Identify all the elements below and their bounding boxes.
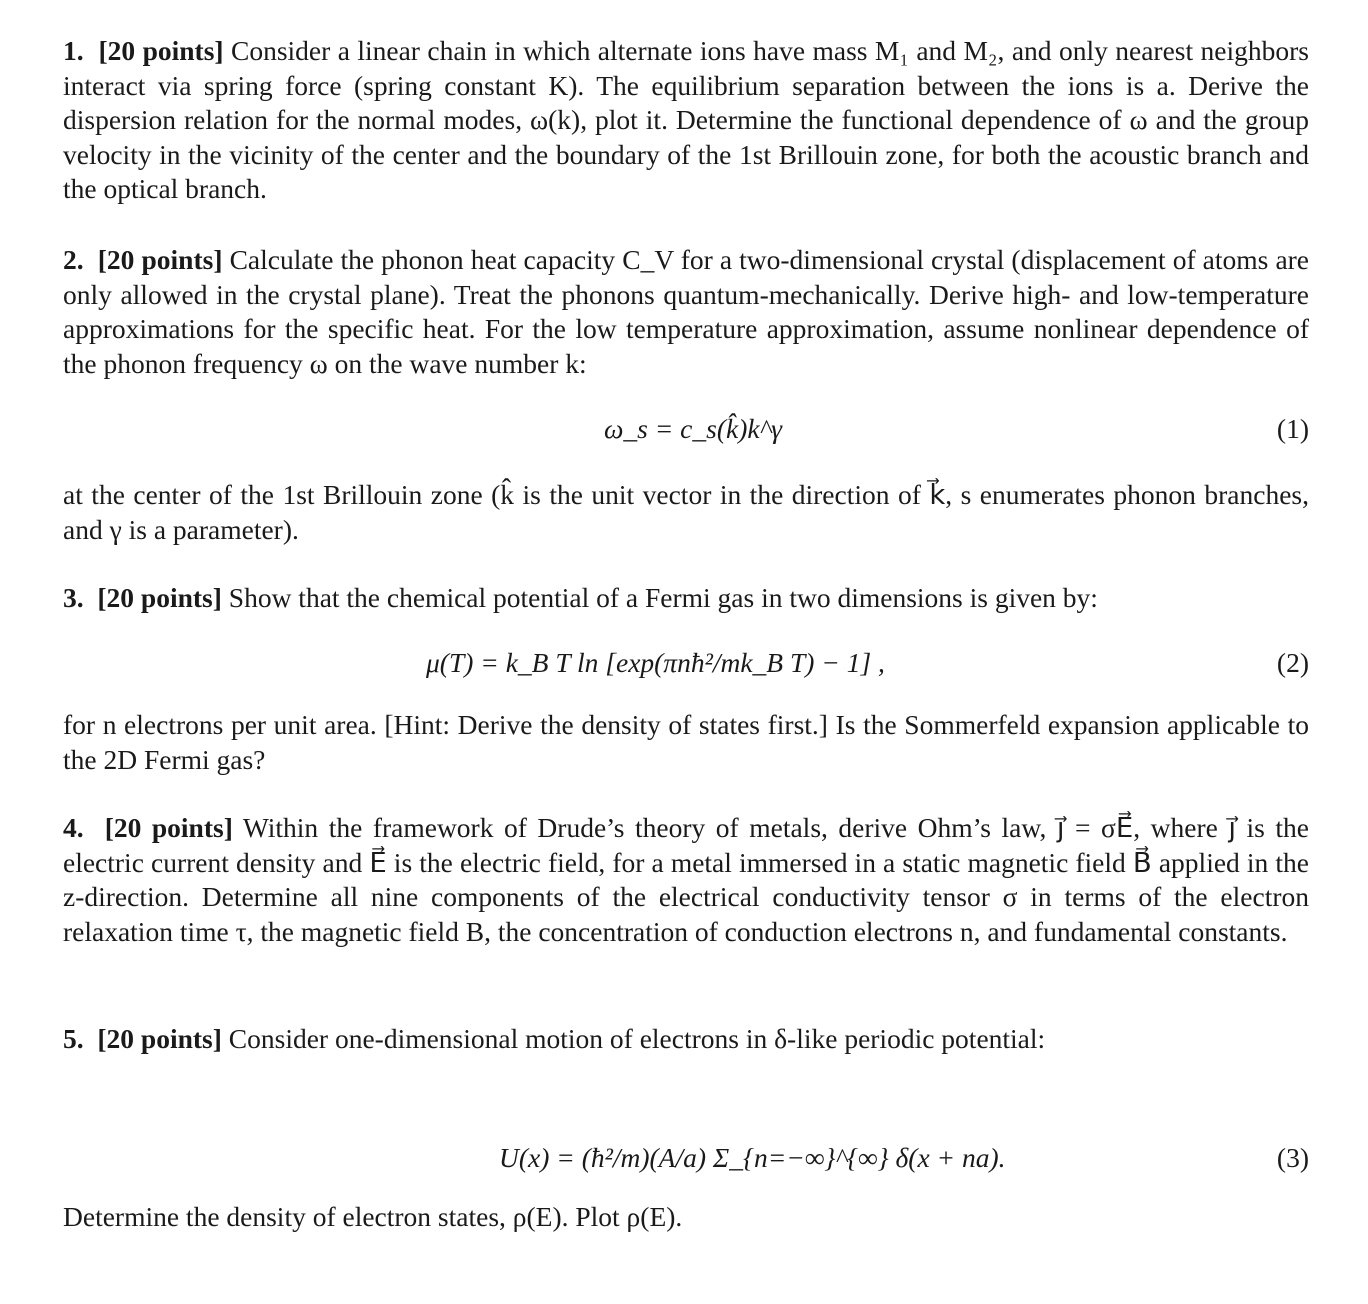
problem-3-number: 3. [63, 582, 84, 613]
problem-3 [63, 581, 1309, 616]
equation-3-tag: (3) [1276, 1142, 1309, 1173]
equation-1-tag: (1) [1276, 413, 1309, 444]
equation-2-tag: (2) [1276, 647, 1309, 678]
problem-5-body: Consider one-dimensional motion of electrons in δ-like periodic potential: [228, 1023, 1046, 1054]
problem-4-body: Within the framework of Drude’s theory of metals, derive Ohm’s law, j⃗ = σE⃗, where j⃗ is the electric current density and E⃗ is the electric field, for a metal immersed in a static magnetic field B⃗ applied in the z-direction. Determine all nine components of the electrical conductivity tensor σ in terms of the electron relaxation time τ, the magnetic field B, the concentration of conduction electrons n, and fundamental constants. [63, 812, 1309, 947]
problem-4-points: [20 points] [104, 812, 233, 843]
problem-1-points: [20 points] [98, 35, 224, 66]
problem-2-text [63, 243, 1309, 381]
problem-2 [63, 243, 1309, 381]
equation-3-body: U(x) = (ħ²/m)(A/a) Σ_{n=−∞}^{∞} δ(x + na). [499, 1142, 1006, 1173]
equation-1 [63, 412, 1309, 446]
problem-2-points: [20 points] [97, 244, 223, 275]
problem-1 [63, 34, 1309, 207]
problem-2-body: Calculate the phonon heat capacity C_V for a two-dimensional crystal (displacement of atoms are only allowed in the crystal plane). Treat the phonons quantum-mechanically. Derive high- and low-temperature approximations for the specific heat. For the low temperature approximation, assume nonlinear dependence of the phonon frequency ω on the wave number k: [63, 244, 1310, 379]
problem-3-continuation [63, 708, 1309, 777]
equation-2-body: μ(T) = k_B T ln [exp(πnħ²/mk_B T) − 1] , [426, 647, 885, 678]
problem-4-number: 4. [63, 812, 84, 843]
problem-2-number: 2. [63, 244, 84, 275]
problem-5-continuation [63, 1200, 1309, 1235]
problem-3-after: for n electrons per unit area. [Hint: Derive the density of states first.] Is the Sommerfeld expansion applicable to the 2D Fermi gas? [63, 709, 1309, 775]
problem-4-text [63, 811, 1309, 949]
problem-1-body: Consider a linear chain in which alternate ions have mass M₁ and M₂, and only nearest neighbors interact via spring force (spring constant K). The equilibrium separation between the ions is a. Derive the dispersion relation for the normal modes, ω(k), plot it. Determine the functional dependence of ω and the group velocity in the vicinity of the center and the boundary of the 1st Brillouin zone, for both the acoustic branch and the optical branch. [63, 35, 1310, 205]
problem-2-continuation [63, 478, 1309, 547]
problem-1-text [63, 34, 1309, 207]
problem-5-number: 5. [63, 1023, 84, 1054]
equation-3 [63, 1108, 1309, 1208]
equation-1-body: ω_s = c_s(k̂)k^γ [604, 413, 782, 444]
problem-5 [63, 1022, 1309, 1057]
problem-2-after: at the center of the 1st Brillouin zone (k̂ is the unit vector in the direction of k⃗, s enumerates phonon branches, and γ is a parameter). [63, 479, 1309, 545]
problem-5-text [63, 1022, 1309, 1057]
problem-3-text [63, 581, 1309, 616]
problem-3-body: Show that the chemical potential of a Fermi gas in two dimensions is given by: [228, 582, 1098, 613]
problem-5-after: Determine the density of electron states, ρ(E). Plot ρ(E). [63, 1201, 683, 1232]
problem-5-points: [20 points] [97, 1023, 222, 1054]
problem-1-number: 1. [63, 35, 84, 66]
problem-4 [63, 811, 1309, 949]
equation-2 [63, 646, 1309, 680]
problem-3-points: [20 points] [97, 582, 222, 613]
